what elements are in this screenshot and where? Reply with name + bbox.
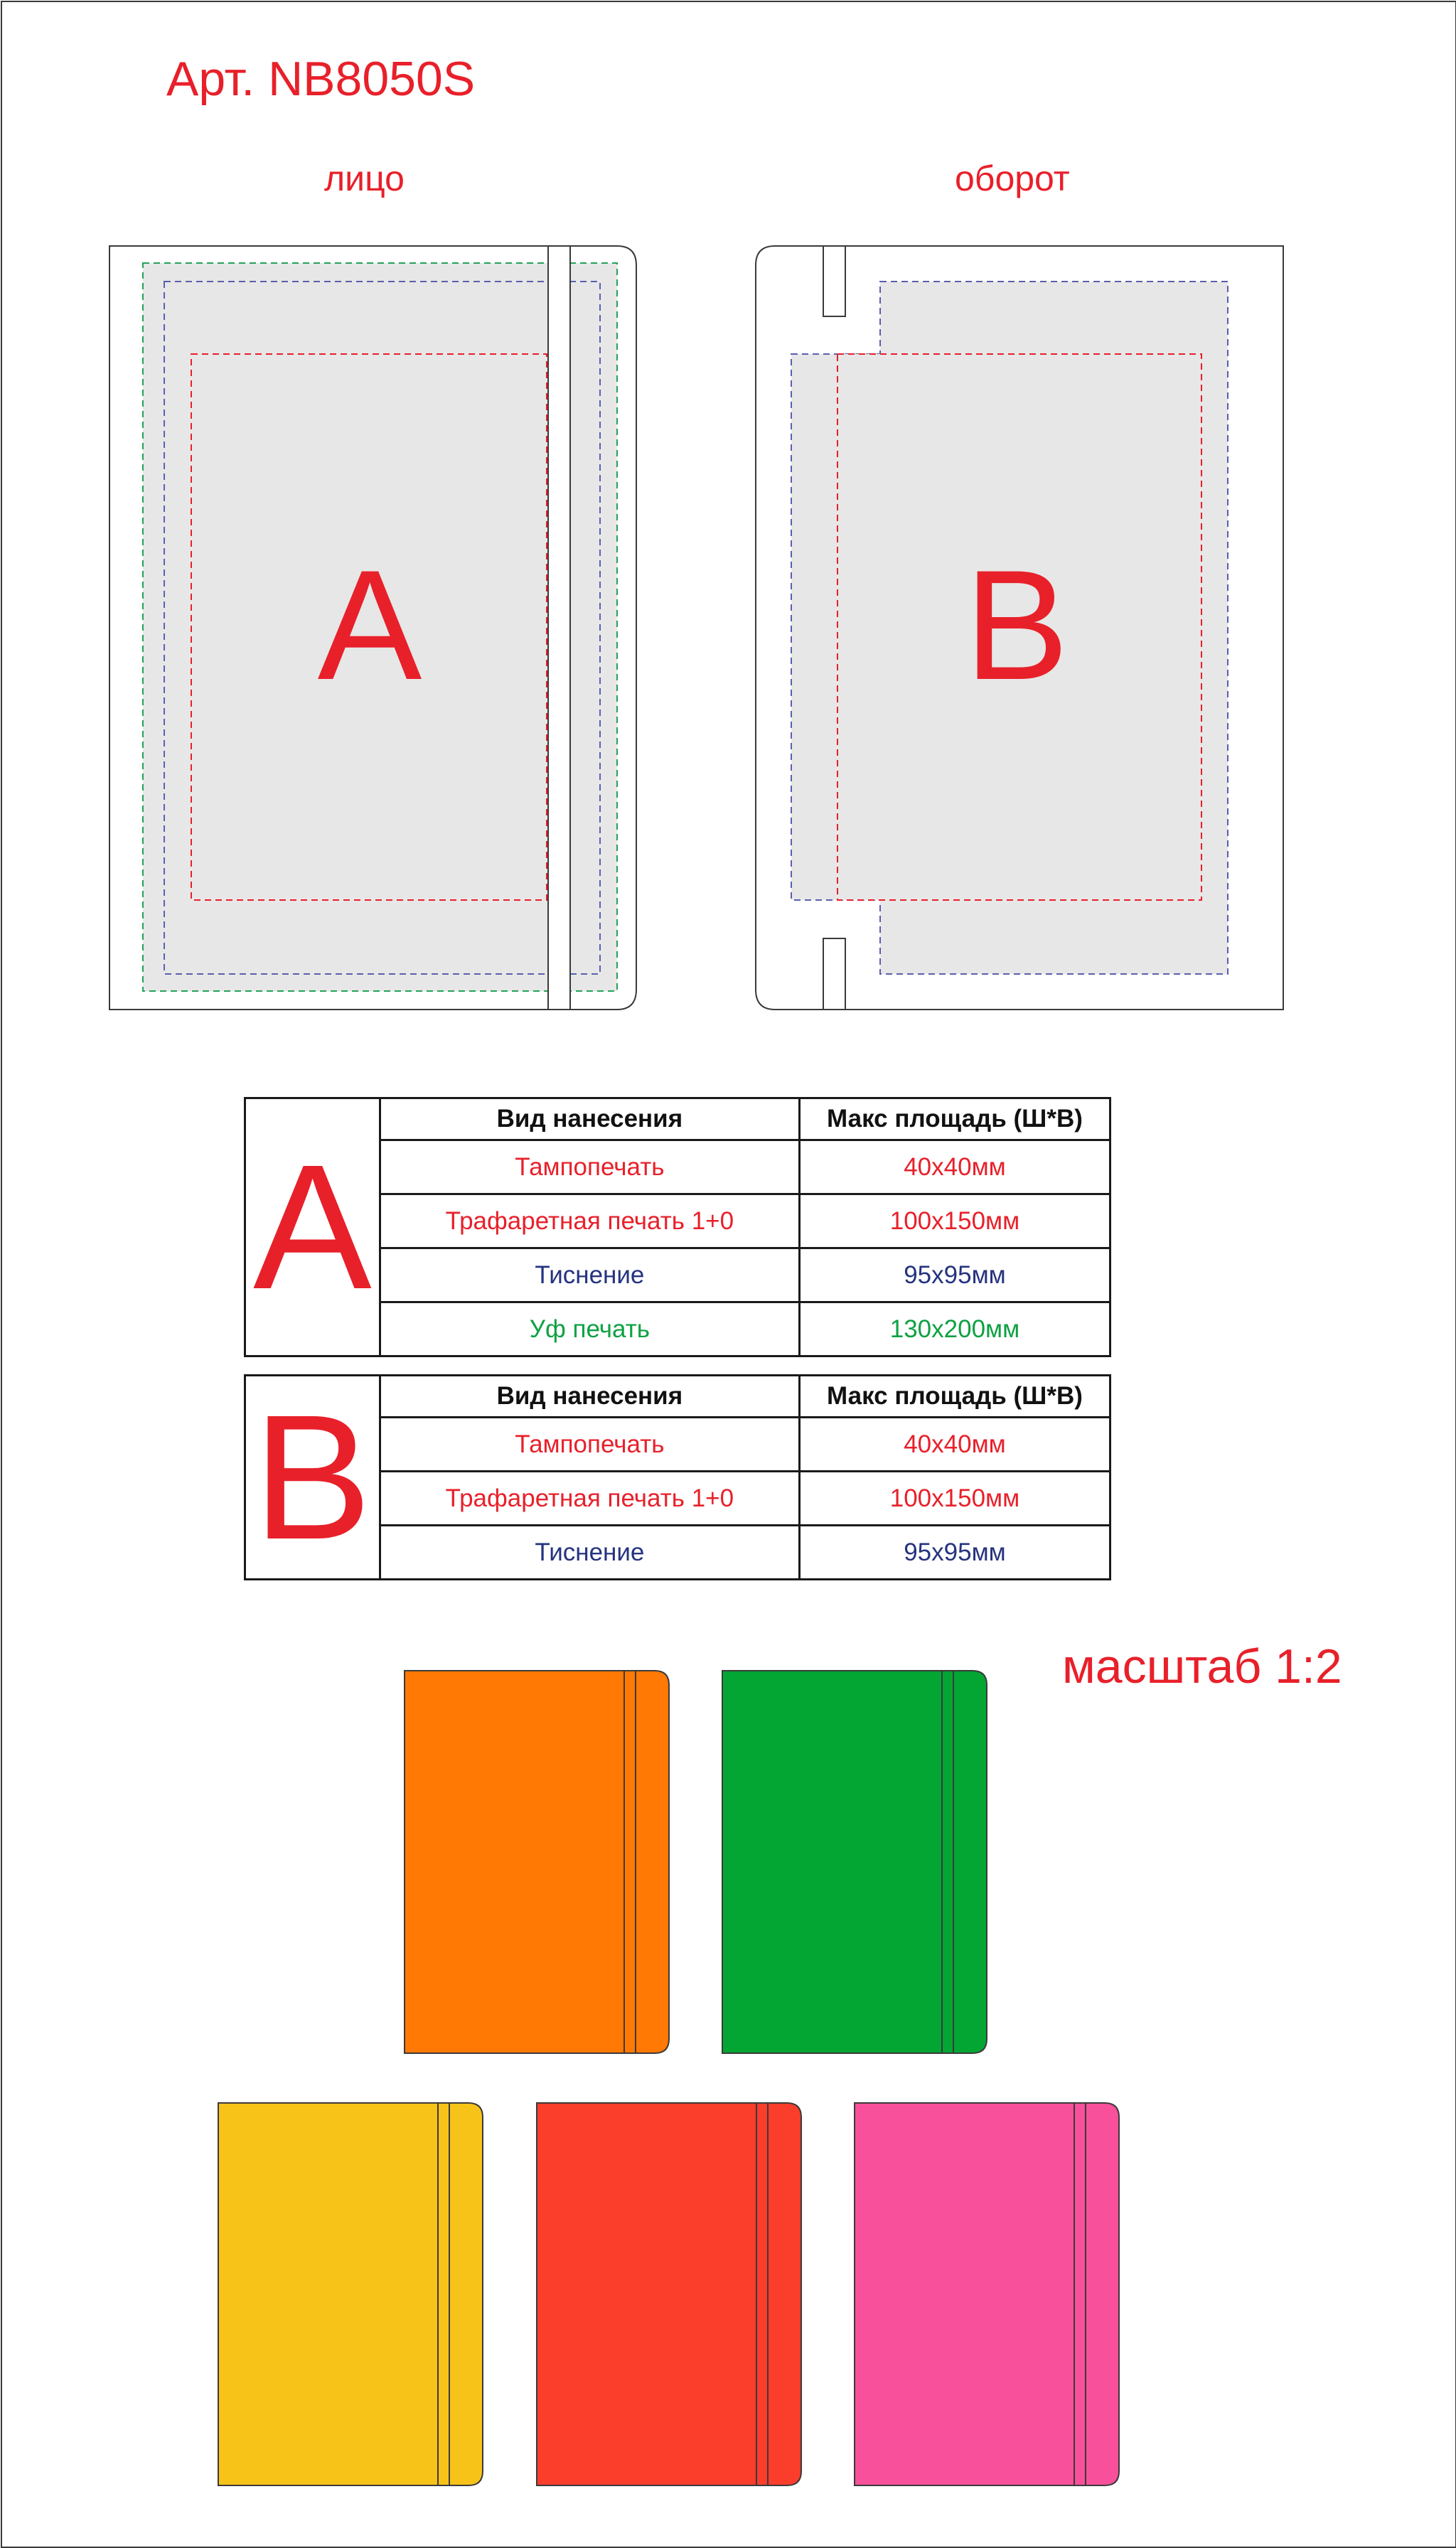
method-cell: Тиснение [380,1248,799,1302]
method-cell: Трафаретная печать 1+0 [380,1472,799,1526]
front-view-label: лицо [324,159,405,198]
method-cell: Тампопечать [380,1418,799,1472]
method-cell: Тампопечать [380,1140,799,1194]
back-view-label: оборот [955,159,1070,198]
method-cell: Уф печать [380,1302,799,1356]
zone-a-label: A [317,537,422,712]
elastic-band [548,246,570,1010]
notebook-swatch-red [537,2103,801,2485]
method-cell: Трафаретная печать 1+0 [380,1194,799,1248]
method-header: Вид нанесения [380,1376,799,1418]
scale-label: масштаб 1:2 [1062,1639,1342,1693]
method-header: Вид нанесения [380,1098,799,1140]
print-methods-table-a [244,1097,1111,1357]
area-header: Макс площадь (Ш*В) [799,1098,1110,1140]
band-slot-bottom [823,938,845,1010]
notebook-swatch-yellow [218,2103,483,2485]
notebook-swatch-orange [405,1671,669,2053]
band-slot-top [823,246,845,316]
table-zone-letter: A [245,1098,380,1356]
notebook-swatch-green [722,1671,987,2053]
print-methods-table-b [244,1374,1111,1580]
area-cell: 95x95мм [799,1248,1110,1302]
notebook-layout-drawing [0,0,1456,1038]
method-cell: Тиснение [380,1526,799,1580]
article-title: Арт. NB8050S [166,52,476,106]
color-swatches [0,1656,1456,2495]
front-cover-drawing [109,246,636,1010]
notebook-swatch-pink [855,2103,1119,2485]
zone-b-label: B [964,537,1069,712]
table-zone-letter: B [245,1376,380,1580]
area-cell: 100x150мм [799,1472,1110,1526]
area-cell: 130x200мм [799,1302,1110,1356]
back-cover-drawing [756,246,1283,1010]
area-cell: 100x150мм [799,1194,1110,1248]
area-cell: 40x40мм [799,1140,1110,1194]
area-cell: 95x95мм [799,1526,1110,1580]
area-header: Макс площадь (Ш*В) [799,1376,1110,1418]
area-cell: 40x40мм [799,1418,1110,1472]
